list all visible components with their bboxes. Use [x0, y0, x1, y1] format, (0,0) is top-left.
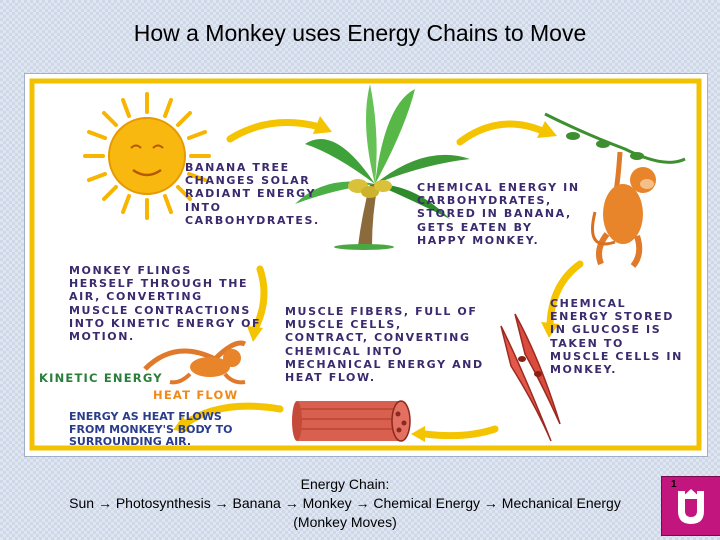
energy-chain-heading: Energy Chain:	[300, 476, 390, 492]
energy-chain-result: (Monkey Moves)	[293, 514, 397, 530]
arrow-fibers-to-muscle	[425, 429, 495, 436]
arrow-sun-to-tree	[230, 123, 320, 139]
caption-chemical-energy: CHEMICAL ENERGY IN CARBOHYDRATES, STORED IN BANANA, GETS EATEN BY HAPPY MONKEY.	[417, 181, 580, 247]
caption-monkey-flings: MONKEY FLINGS HERSELF THROUGH THE AIR, CONVERTING MUSCLE CONTRACTIONS INTO KINETIC ENERGY OF MOTION.	[69, 264, 262, 344]
arrow-tree-to-monkey	[460, 124, 545, 142]
energy-chain-summary	[0, 475, 690, 532]
caption-muscle-fibers: MUSCLE FIBERS, FULL OF MUSCLE CELLS, CONTRACT, CONVERTING CHEMICAL INTO MECHANICAL ENERGY AND HEAT FLOW.	[285, 305, 484, 385]
caption-heat-flows: ENERGY AS HEAT FLOWS FROM MONKEY'S BODY TO SURROUNDING AIR.	[69, 410, 233, 448]
energy-chain-sequence: Sun → Photosynthesis → Banana → Monkey → Chemical Energy → Mechanical Energy	[69, 495, 621, 511]
diagram-panel	[24, 73, 708, 457]
caption-glucose: CHEMICAL ENERGY STORED IN GLUCOSE IS TAKEN TO MUSCLE CELLS IN MONKEY.	[550, 297, 683, 377]
slide-title: How a Monkey uses Energy Chains to Move	[133, 20, 587, 46]
caption-banana-tree: BANANA TREE CHANGES SOLAR RADIANT ENERGY INTO CARBOHYDRATES.	[185, 161, 320, 227]
logo-icon	[661, 476, 720, 536]
label-heat-flow: HEAT FLOW	[153, 388, 239, 402]
slide-number: 1	[671, 479, 677, 490]
muscle-cylinder-illustration	[292, 401, 410, 441]
label-kinetic-energy: KINETIC ENERGY	[39, 371, 163, 385]
